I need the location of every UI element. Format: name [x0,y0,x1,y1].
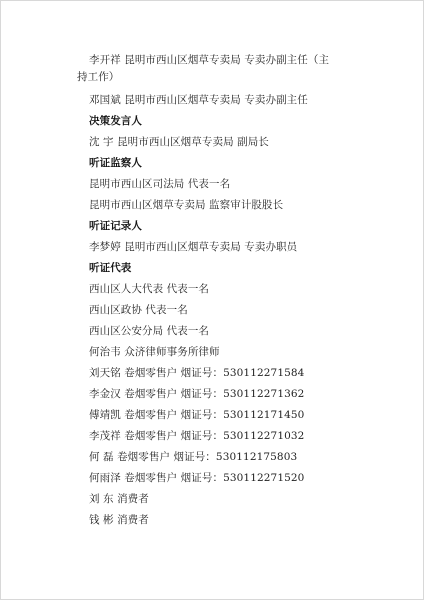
text-line: 西山区政协 代表一名 [89,304,188,316]
text-line: 何治韦 众济律师事务所律师 [89,346,220,358]
text-line: 何 磊 卷烟零售户 烟证号：530112175803 [89,451,298,463]
section-heading-hearing-supervisor: 听证监察人 [89,157,142,169]
text-line: 昆明市西山区司法局 代表一名 [89,178,231,190]
text-line: 刘天铭 卷烟零售户 烟证号：530112271584 [89,367,305,379]
text-line: 钱 彬 消费者 [89,514,149,526]
text-line: 西山区公安分局 代表一名 [89,325,210,337]
text-line-continuation: 持工作） [77,71,120,83]
text-line: 昆明市西山区烟草专卖局 监察审计股股长 [89,199,284,211]
text-line: 刘 东 消费者 [89,493,149,505]
text-line: 邓国斌 昆明市西山区烟草专卖局 专卖办副主任 [89,94,308,106]
section-heading-hearing-representatives: 听证代表 [89,262,132,274]
text-line: 李开祥 昆明市西山区烟草专卖局 专卖办副主任（主 [89,54,330,66]
text-line: 何雨泽 卷烟零售户 烟证号：530112271520 [89,472,305,484]
text-line: 傅靖凯 卷烟零售户 烟证号：530112171450 [89,409,305,421]
text-line: 李茂祥 卷烟零售户 烟证号：530112271032 [89,430,305,442]
section-heading-hearing-recorder: 听证记录人 [89,220,142,232]
text-line: 西山区人大代表 代表一名 [89,283,210,295]
text-line: 李金汉 卷烟零售户 烟证号：530112271362 [89,388,305,400]
text-line: 李梦婷 昆明市西山区烟草专卖局 专卖办职员 [89,241,298,253]
text-line: 沈 宇 昆明市西山区烟草专卖局 副局长 [89,136,269,148]
document-body [77,53,389,534]
section-heading-decision-speaker: 决策发言人 [89,115,142,127]
